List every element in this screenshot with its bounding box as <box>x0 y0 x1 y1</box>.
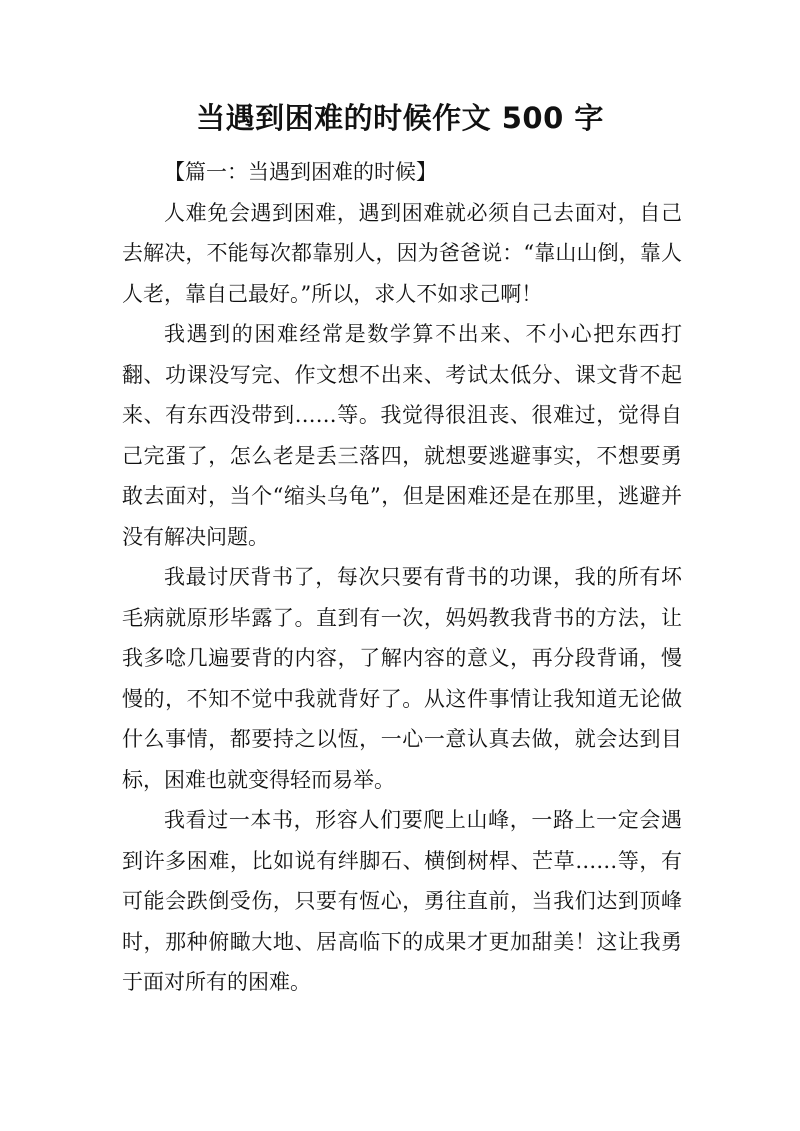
document-title: 当遇到困难的时候作文 500 字 <box>196 101 604 135</box>
paragraph-3: 我最讨厌背书了，每次只要有背书的功课，我的所有坏毛病就原形毕露了。直到有一次，妈妈教我背书的方法，让我多唸几遍要背的内容，了解内容的意义，再分段背诵，慢慢的，不知不觉中我就背好了。从这件事情让我知道无论做什么事情，都要持之以恆，一心一意认真去做，就会达到目标，困难也就变得轻而易举。 <box>122 565 682 792</box>
section-heading: 【篇一：当遇到困难的时候】 <box>164 160 437 184</box>
document-body <box>122 152 682 1003</box>
paragraph-2: 我遇到的困难经常是数学算不出来、不小心把东西打翻、功课没写完、作文想不出来、考试太低分、课文背不起来、有东西没带到……等。我觉得很沮丧、很难过，觉得自己完蛋了，怎么老是丢三落四，就想要逃避事实，不想要勇敢去面对，当个“缩头乌龟”，但是困难还是在那里，逃避并没有解决问题。 <box>122 322 682 549</box>
paragraph-4: 我看过一本书，形容人们要爬上山峰，一路上一定会遇到许多困难，比如说有绊脚石、横倒树桿、芒草……等，有可能会跌倒受伤，只要有恆心，勇往直前，当我们达到顶峰时，那种俯瞰大地、居高临下的成果才更加甜美！这让我勇于面对所有的困难。 <box>122 808 682 994</box>
paragraph-1: 人难免会遇到困难，遇到困难就必须自己去面对，自己去解决，不能每次都靠别人，因为爸爸说：“靠山山倒，靠人人老，靠自己最好。”所以，求人不如求己啊！ <box>122 200 682 306</box>
